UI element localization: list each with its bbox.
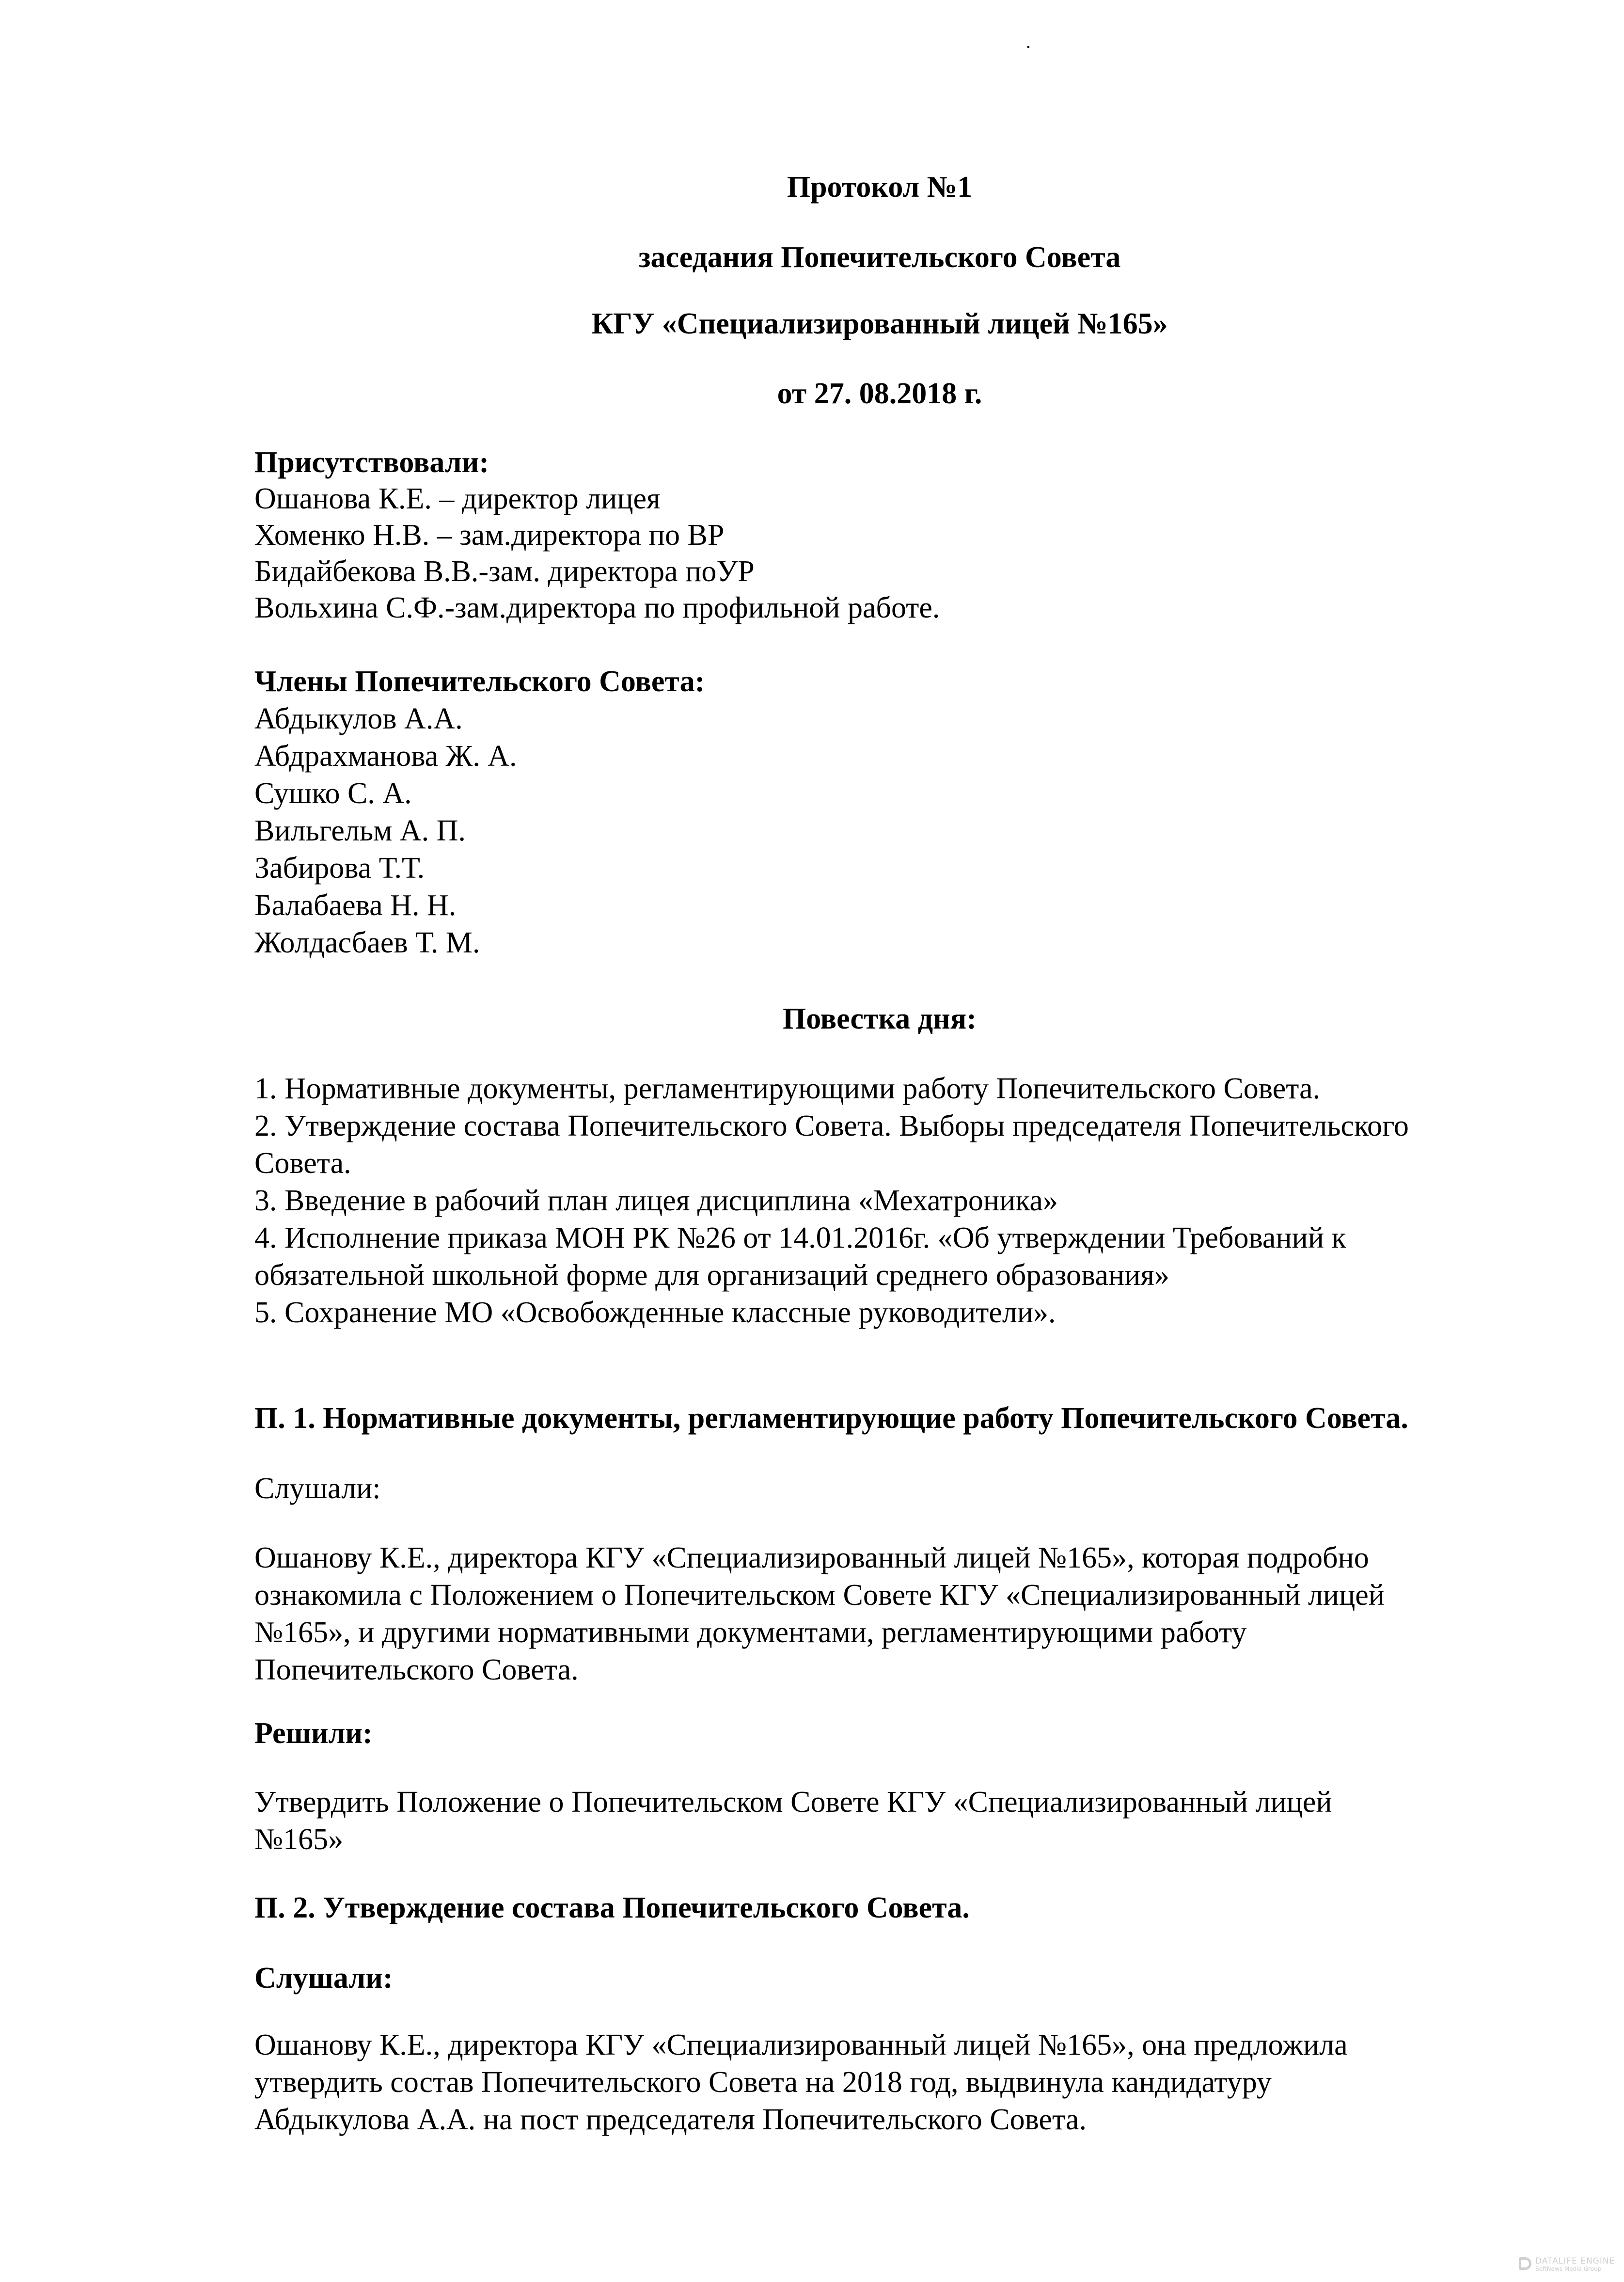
agenda-line: 4. Исполнение приказа МОН РК №26 от 14.01.2016г. «Об утверждении Требований к (254, 1221, 1346, 1254)
attendee-item: Бидайбекова В.В.-зам. директора поУР (254, 555, 755, 588)
attendee-item: Хоменко Н.В. – зам.директора по ВР (254, 519, 725, 552)
datalife-logo-icon (1519, 2257, 1531, 2270)
member-item: Забирова Т.Т. (254, 852, 425, 885)
section2-heard-line: Ошанову К.Е., директора КГУ «Специализированный лицей №165», она предложила (254, 2028, 1348, 2061)
member-item: Сушко С. А. (254, 777, 412, 810)
section1-decided-line: Утвердить Положение о Попечительском Совете КГУ «Специализированный лицей (254, 1786, 1332, 1819)
watermark (1519, 2257, 1621, 2277)
watermark-title: DATALIFE ENGINE (1535, 2256, 1615, 2266)
section1-heard-line: ознакомила с Положением о Попечительском Совете КГУ «Специализированный лицей (254, 1579, 1385, 1612)
attendee-item: Ошанова К.Е. – директор лицея (254, 482, 661, 515)
document-subtitle: заседания Попечительского Совета (638, 241, 1121, 274)
section1-heard-line: Ошанову К.Е., директора КГУ «Специализированный лицей №165», которая подробно (254, 1541, 1369, 1574)
organization-name: КГУ «Специализированный лицей №165» (591, 307, 1168, 340)
member-item: Жолдасбаев Т. М. (254, 926, 480, 959)
section2-heard-line: утвердить состав Попечительского Совета на 2018 год, выдвинула кандидатуру (254, 2066, 1272, 2099)
section1-heading: П. 1. Нормативные документы, регламентирующие работу Попечительского Совета. (254, 1402, 1408, 1435)
attendee-item: Вольхина С.Ф.-зам.директора по профильной работе. (254, 591, 940, 624)
section2-heard-label: Слушали: (254, 1962, 393, 1995)
agenda-heading: Повестка дня: (783, 1002, 977, 1035)
section2-heard-line: Абдыкулова А.А. на пост председателя Попечительского Совета. (254, 2103, 1087, 2136)
agenda-line: 1. Нормативные документы, регламентирующими работу Попечительского Совета. (254, 1072, 1321, 1105)
scan-speck (1027, 46, 1029, 48)
member-item: Абдыкулов А.А. (254, 702, 463, 735)
document-date: от 27. 08.2018 г. (777, 377, 982, 410)
agenda-line: 2. Утверждение состава Попечительского Совета. Выборы председателя Попечительского (254, 1109, 1409, 1142)
section1-decided-label: Решили: (254, 1717, 373, 1750)
attendees-heading: Присутствовали: (254, 446, 489, 479)
members-heading: Члены Попечительского Совета: (254, 665, 705, 698)
watermark-subtitle: SoftNews Media Group (1535, 2266, 1602, 2272)
section1-decided-line: №165» (254, 1823, 344, 1856)
document-title: Протокол №1 (787, 171, 973, 204)
agenda-line: 3. Введение в рабочий план лицея дисциплина «Мехатроника» (254, 1184, 1058, 1217)
member-item: Балабаева Н. Н. (254, 889, 457, 922)
section1-heard-line: Попечительского Совета. (254, 1653, 579, 1686)
agenda-line: Совета. (254, 1147, 351, 1180)
member-item: Абдрахманова Ж. А. (254, 740, 517, 773)
section2-heading: П. 2. Утверждение состава Попечительского Совета. (254, 1891, 970, 1924)
section1-heard-label: Слушали: (254, 1472, 381, 1505)
agenda-line: 5. Сохранение МО «Освобожденные классные руководители». (254, 1296, 1056, 1329)
agenda-line: обязательной школьной форме для организаций среднего образования» (254, 1259, 1169, 1292)
section1-heard-line: №165», и другими нормативными документами, регламентирующими работу (254, 1616, 1247, 1649)
member-item: Вильгельм А. П. (254, 814, 466, 847)
